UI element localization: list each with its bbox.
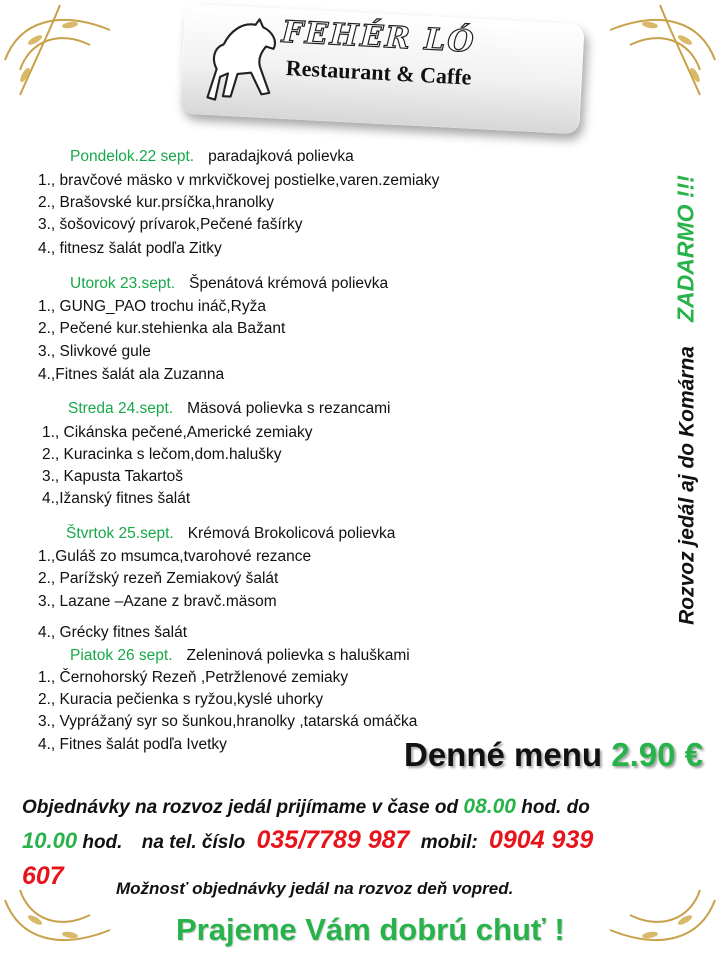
horse-icon [188,10,289,115]
daily-menu-price [404,736,703,774]
order-from-time: 08.00 [463,795,516,818]
mobile-label: mobil: [420,832,478,853]
dish-item: 1., Černohorský Rezeň ,Petržlenové zemiaky [38,669,349,686]
dish-item: 2., Kuracia pečienka s ryžou,kyslé uhorky [38,691,324,708]
dish-item: 3., šošovicový prívarok,Pečené fašírky [38,216,303,233]
dish-item: 2., Pečené kur.stehienka ala Bažant [38,320,286,337]
day-name: Piatok 26 sept. [70,647,173,664]
day-name: Štvrtok 25.sept. [66,525,174,542]
soup-of-day: Zeleninová polievka s haluškami [186,647,410,664]
delivery-side-banner [656,100,716,700]
dish-item: 2., Brašovské kur.prsíčka,hranolky [38,194,275,211]
dish-item: 1., Cikánska pečené,Americké zemiaky [42,424,313,441]
day-header [66,525,395,543]
daily-menu-label: Denné menu [404,736,603,773]
phone-label: na tel. číslo [141,832,246,853]
order-hour-unit: hod. [82,832,123,853]
delivery-text: Rozvoz jedál aj do Komárna [675,346,699,625]
dish-item: 4., Grécky fitnes šalát [38,624,188,641]
day-header [70,647,410,665]
corner-ornament-top-left [0,0,120,120]
dish-item: 4.,Ižanský fitnes šalát [42,490,191,507]
soup-of-day: Krémová Brokolicová polievka [187,525,396,542]
order-to-time: 10.00 [22,828,78,853]
corner-ornament-bottom-right [600,840,720,960]
mobile-number-suffix: 607 [22,862,64,890]
free-delivery-text: ZADARMO !!! [672,175,699,323]
dish-item: 3., Kapusta Takartoš [42,468,184,485]
day-name: Utorok 23.sept. [70,275,176,292]
dish-item: 4., Fitnes šalát podľa Ivetky [38,736,227,753]
daily-menu-amount: 2.90 € [611,736,703,773]
soup-of-day: paradajková polievka [208,148,354,165]
order-note: Možnosť objednávky jedál na rozvoz deň vopred. [116,879,514,898]
day-header [68,400,390,418]
dish-item: 1., bravčové mäsko v mrkvičkovej postielke,varen.zemiaky [38,172,440,189]
dish-item: 3., Vyprážaný syr so šunkou,hranolky ,tatarská omáčka [38,713,418,730]
dish-item: 1., GUNG_PAO trochu ináč,Ryža [38,298,266,315]
day-header [70,148,354,166]
phone-number[interactable]: 035/7789 987 [256,826,410,854]
dish-item: 2., Kuracinka s lečom,dom.halušky [42,446,282,463]
dish-item: 1.,Guláš zo msumca,tvarohové rezance [38,548,312,565]
day-header [70,275,388,293]
order-phone-line [22,826,593,855]
soup-of-day: Špenátová krémová polievka [189,275,389,292]
dish-item: 3., Lazane –Azane z bravč.mäsom [38,593,277,610]
order-hours-text: Objednávky na rozvoz jedál prijímame v čase od [22,797,459,818]
bon-appetit-text: Prajeme Vám dobrú chuť ! [176,912,565,947]
order-hours-tail: hod. do [521,797,590,818]
soup-of-day: Mäsová polievka s rezancami [187,400,391,417]
logo-banner [179,4,584,135]
order-hours-line [22,795,590,819]
dish-item: 3., Slivkové gule [38,343,151,360]
dish-item: 4., fitnesz šalát podľa Zitky [38,240,222,257]
mobile-number-end [22,862,64,891]
day-name: Streda 24.sept. [68,400,174,417]
dish-item: 4.,Fitnes šalát ala Zuzanna [38,366,225,383]
dish-item: 2., Parížský rezeň Zemiakový šalát [38,570,279,587]
restaurant-subtitle: Restaurant & Caffe [285,54,473,90]
restaurant-name: FEHÉR LÓ [280,14,477,60]
day-name: Pondelok.22 sept. [70,148,195,165]
mobile-number[interactable]: 0904 939 [489,826,594,854]
corner-ornament-bottom-left [0,840,120,960]
